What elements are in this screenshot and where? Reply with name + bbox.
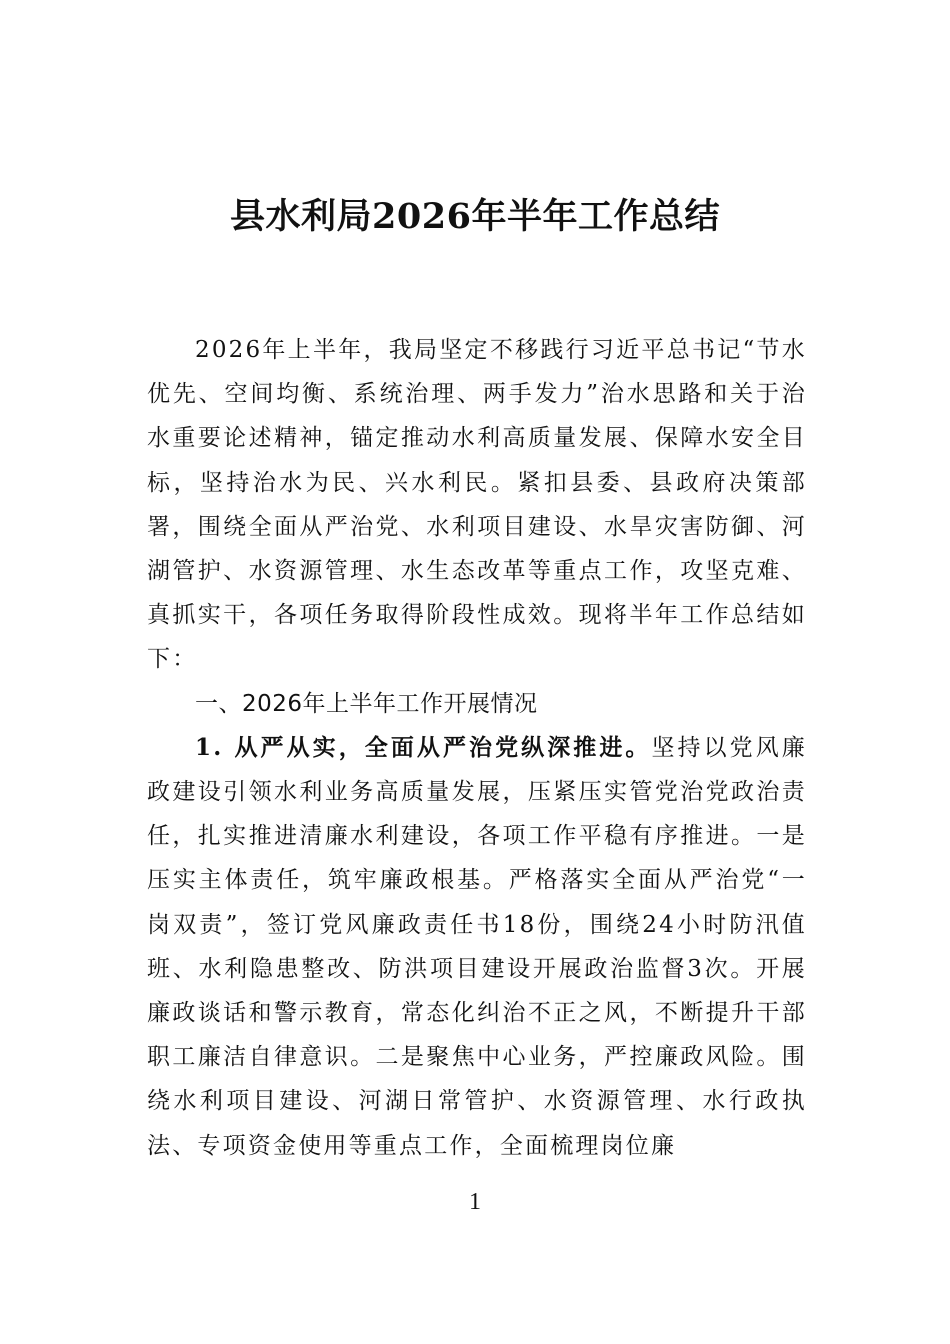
item-body: 坚持以党风廉政建设引领水利业务高质量发展，压紧压实管党治党政治责任，扎实推进清廉水利建设，各项工作平稳有序推进。一是压实主体责任，筑牢廉政根基。严格落实全面从严治党“一岗双责”，签订党风廉政责任书18份，围绕24小时防汛值班、水利隐患整改、防洪项目建设开展政治监督3次。开展廉政谈话和警示教育，常态化纠治不正之风，不断提升干部职工廉洁自律意识。二是聚焦中心业务，严控廉政风险。围绕水利项目建设、河湖日常管护、水资源管理、水行政执法、专项资金使用等重点工作，全面梳理岗位廉 — [147, 734, 807, 1159]
document-title: 县水利局2026年半年工作总结 — [230, 196, 720, 237]
page-number: 1 — [469, 1189, 481, 1215]
item-lead: 1. 从严从实，全面从严治党纵深推进。 — [195, 733, 652, 761]
item-paragraph — [147, 726, 807, 1168]
document-body — [147, 328, 807, 1168]
intro-paragraph: 2026年上半年，我局坚定不移践行习近平总书记“节水优先、空间均衡、系统治理、两手发力”治水思路和关于治水重要论述精神，锚定推动水利高质量发展、保障水安全目标，坚持治水为民、兴水利民。紧扣县委、县政府决策部署，围绕全面从严治党、水利项目建设、水旱灾害防御、河湖管护、水资源管理、水生态改革等重点工作，攻坚克难、真抓实干，各项任务取得阶段性成效。现将半年工作总结如下： — [147, 337, 807, 673]
section-heading: 一、2026年上半年工作开展情况 — [195, 690, 538, 717]
